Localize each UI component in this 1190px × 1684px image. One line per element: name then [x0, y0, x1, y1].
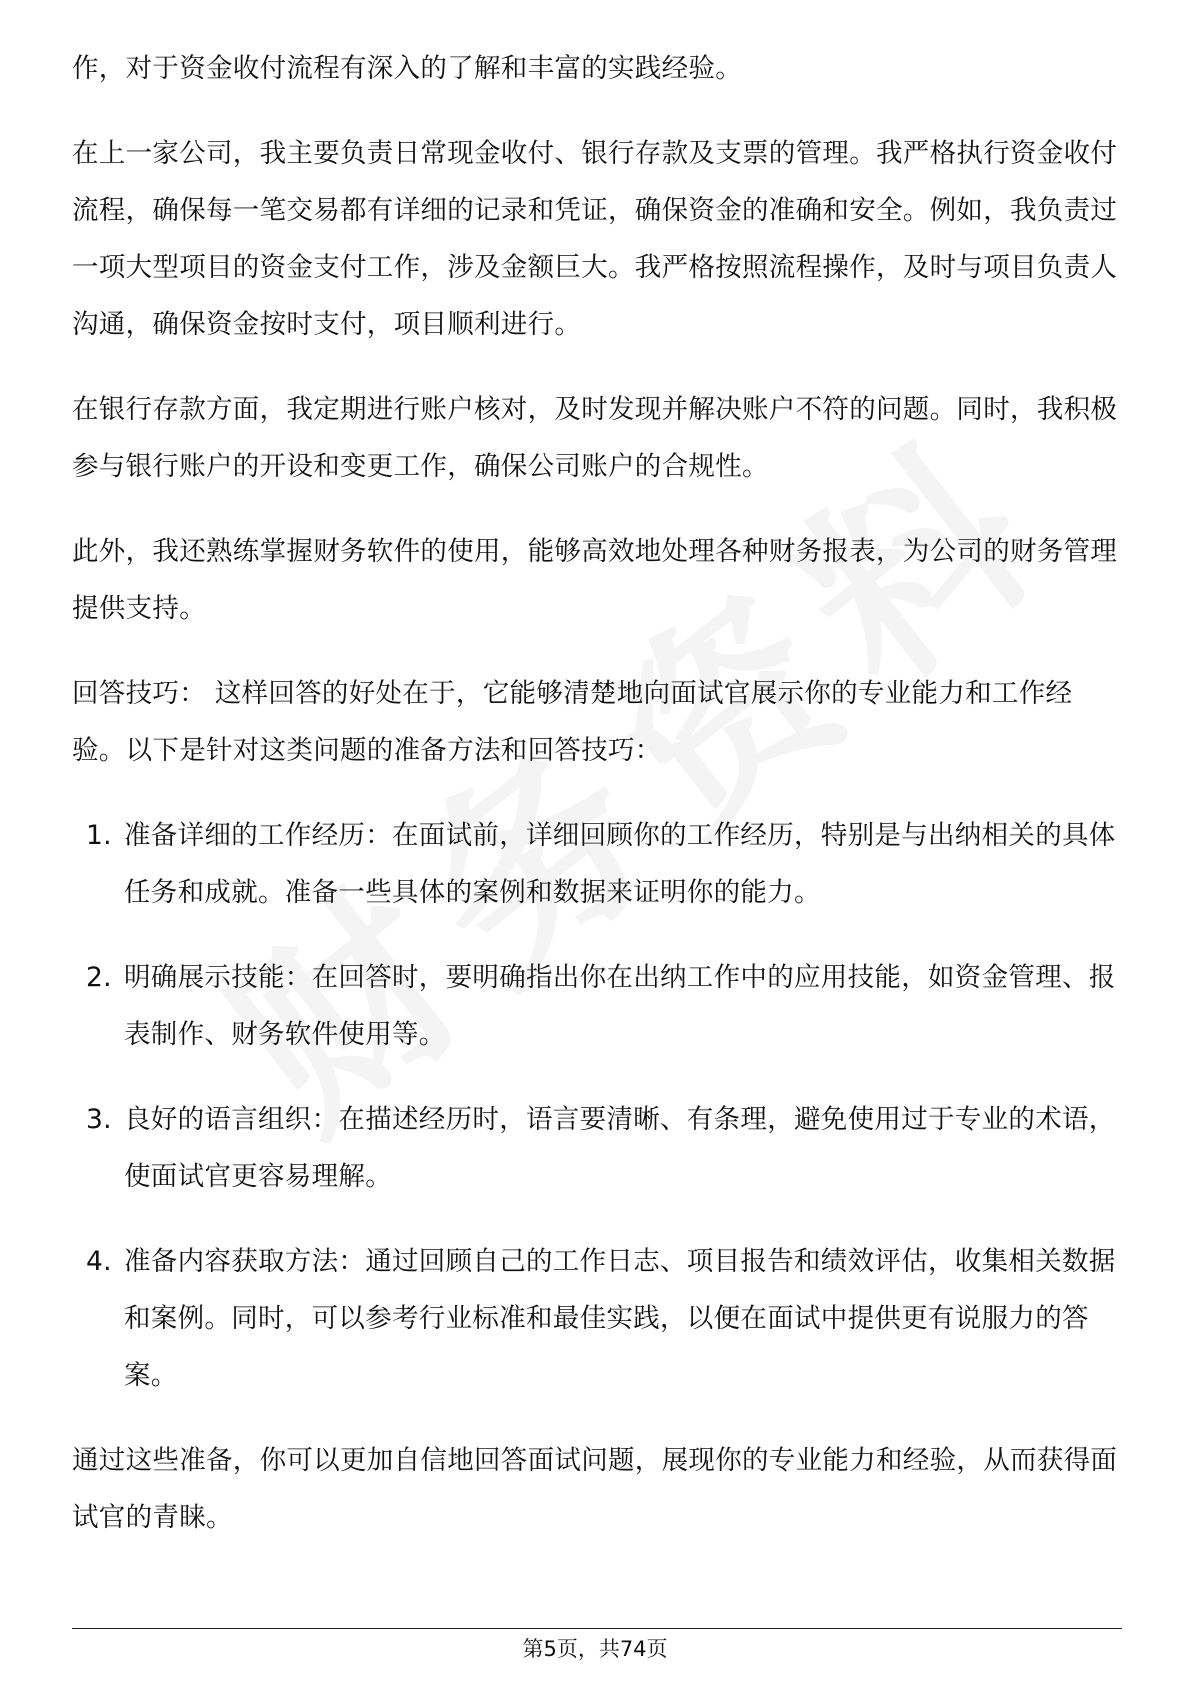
document-body	[72, 40, 1122, 1574]
list-item	[72, 1091, 1122, 1205]
tips-list	[72, 807, 1122, 1404]
list-item	[72, 1233, 1122, 1404]
answer-tips-intro: 回答技巧： 这样回答的好处在于，它能够清楚地向面试官展示你的专业能力和工作经验。以下是针对这类问题的准备方法和回答技巧：	[72, 678, 1073, 766]
list-number: 3.	[86, 1104, 112, 1135]
footer-divider	[72, 1628, 1122, 1629]
page-number: 第5页，共74页	[522, 1637, 668, 1661]
list-item-text: 良好的语言组织：在描述经历时，语言要清晰、有条理，避免使用过于专业的术语，使面试官更容易理解。	[124, 1104, 1116, 1192]
paragraph: 作，对于资金收付流程有深入的了解和丰富的实践经验。	[72, 53, 742, 84]
closing-paragraph: 通过这些准备，你可以更加自信地回答面试问题，展现你的专业能力和经验，从而获得面试官的青睐。	[72, 1445, 1118, 1533]
paragraph: 在上一家公司，我主要负责日常现金收付、银行存款及支票的管理。我严格执行资金收付流程，确保每一笔交易都有详细的记录和凭证，确保资金的准确和安全。例如，我负责过一项大型项目的资金支付工作，涉及金额巨大。我严格按照流程操作，及时与项目负责人沟通，确保资金按时支付，项目顺利进行。	[72, 138, 1118, 340]
list-item-text: 准备内容获取方法：通过回顾自己的工作日志、项目报告和绩效评估，收集相关数据和案例。同时，可以参考行业标准和最佳实践，以便在面试中提供更有说服力的答案。	[124, 1246, 1116, 1391]
list-number: 2.	[86, 962, 112, 993]
list-item	[72, 807, 1122, 921]
paragraph: 在银行存款方面，我定期进行账户核对，及时发现并解决账户不符的问题。同时，我积极参与银行账户的开设和变更工作，确保公司账户的合规性。	[72, 394, 1118, 482]
list-number: 1.	[86, 820, 112, 851]
list-number: 4.	[86, 1246, 112, 1277]
paragraph: 此外，我还熟练掌握财务软件的使用，能够高效地处理各种财务报表，为公司的财务管理提供支持。	[72, 536, 1118, 624]
list-item	[72, 949, 1122, 1063]
list-item-text: 明确展示技能：在回答时，要明确指出你在出纳工作中的应用技能，如资金管理、报表制作、财务软件使用等。	[124, 962, 1116, 1050]
list-item-text: 准备详细的工作经历：在面试前，详细回顾你的工作经历，特别是与出纳相关的具体任务和成就。准备一些具体的案例和数据来证明你的能力。	[124, 820, 1116, 908]
